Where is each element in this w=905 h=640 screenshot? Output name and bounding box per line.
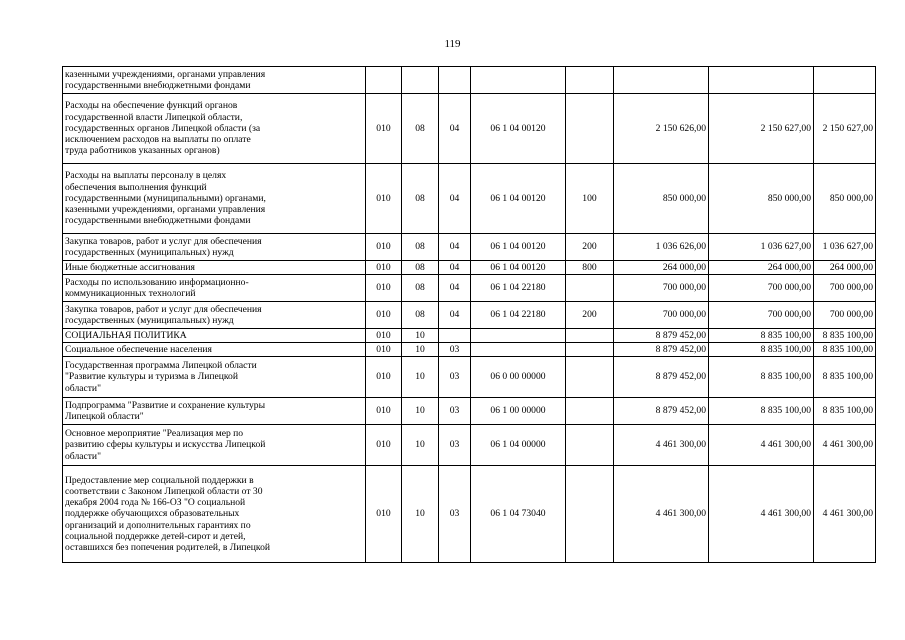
budget-table — [62, 66, 876, 563]
row-name-cell: Предоставление мер социальной поддержки в соответствии с Законом Липецкой области от 30 декабря 2004 года № 166-ОЗ "О социальной поддержке обучающихся образовательных организаций и дополнительных гарантиях по социальной поддержке детей-сирот и детей, оставшихся без попечения родителей, в Липецкой — [63, 466, 366, 563]
target-article-cell: 06 1 04 22180 — [471, 275, 566, 302]
department-code-cell: 010 — [366, 302, 402, 329]
amount-year-2-cell — [709, 67, 814, 94]
subsection-code-cell: 03 — [439, 343, 471, 357]
expense-type-cell — [566, 466, 614, 563]
row-name-cell: Иные бюджетные ассигнования — [63, 261, 366, 275]
table-row — [63, 466, 876, 563]
amount-year-3-cell: 850 000,00 — [814, 164, 876, 234]
amount-year-1-cell: 700 000,00 — [614, 302, 709, 329]
amount-year-2-cell: 1 036 627,00 — [709, 234, 814, 261]
amount-year-2-cell: 700 000,00 — [709, 275, 814, 302]
subsection-code-cell: 04 — [439, 94, 471, 164]
amount-year-1-cell: 8 879 452,00 — [614, 357, 709, 398]
target-article-cell: 06 1 04 00000 — [471, 425, 566, 466]
amount-year-3-cell: 4 461 300,00 — [814, 466, 876, 563]
expense-type-cell — [566, 275, 614, 302]
subsection-code-cell: 03 — [439, 425, 471, 466]
subsection-code-cell: 03 — [439, 466, 471, 563]
amount-year-3-cell: 8 835 100,00 — [814, 357, 876, 398]
section-code-cell: 08 — [402, 275, 439, 302]
section-code-cell — [402, 67, 439, 94]
department-code-cell: 010 — [366, 275, 402, 302]
subsection-code-cell: 04 — [439, 234, 471, 261]
table-row — [63, 94, 876, 164]
row-name-cell: СОЦИАЛЬНАЯ ПОЛИТИКА — [63, 329, 366, 343]
amount-year-2-cell: 850 000,00 — [709, 164, 814, 234]
target-article-cell: 06 0 00 00000 — [471, 357, 566, 398]
section-code-cell: 10 — [402, 398, 439, 425]
table-row — [63, 67, 876, 94]
amount-year-2-cell: 264 000,00 — [709, 261, 814, 275]
department-code-cell — [366, 67, 402, 94]
expense-type-cell — [566, 398, 614, 425]
row-name-cell: Закупка товаров, работ и услуг для обеспечения государственных (муниципальных) нужд — [63, 234, 366, 261]
expense-type-cell — [566, 329, 614, 343]
target-article-cell: 06 1 04 00120 — [471, 261, 566, 275]
amount-year-2-cell: 8 835 100,00 — [709, 398, 814, 425]
section-code-cell: 10 — [402, 425, 439, 466]
subsection-code-cell: 03 — [439, 357, 471, 398]
department-code-cell: 010 — [366, 234, 402, 261]
amount-year-1-cell: 264 000,00 — [614, 261, 709, 275]
section-code-cell: 10 — [402, 466, 439, 563]
amount-year-3-cell: 700 000,00 — [814, 275, 876, 302]
expense-type-cell: 200 — [566, 234, 614, 261]
target-article-cell: 06 1 04 00120 — [471, 164, 566, 234]
amount-year-3-cell: 1 036 627,00 — [814, 234, 876, 261]
expense-type-cell — [566, 343, 614, 357]
table-row — [63, 329, 876, 343]
amount-year-1-cell: 4 461 300,00 — [614, 425, 709, 466]
subsection-code-cell: 04 — [439, 275, 471, 302]
expense-type-cell: 200 — [566, 302, 614, 329]
section-code-cell: 08 — [402, 302, 439, 329]
amount-year-1-cell: 8 879 452,00 — [614, 398, 709, 425]
amount-year-1-cell: 2 150 626,00 — [614, 94, 709, 164]
table-row — [63, 398, 876, 425]
amount-year-2-cell: 4 461 300,00 — [709, 425, 814, 466]
row-name-cell: Государственная программа Липецкой области "Развитие культуры и туризма в Липецкой области" — [63, 357, 366, 398]
section-code-cell: 08 — [402, 261, 439, 275]
row-name-cell: Расходы на выплаты персоналу в целях обеспечения выполнения функций государственными (муниципальными) органами, казенными учреждениями, органами управления государственными внебюджетными фондами — [63, 164, 366, 234]
target-article-cell: 06 1 04 73040 — [471, 466, 566, 563]
table-row — [63, 343, 876, 357]
table-row — [63, 357, 876, 398]
expense-type-cell: 100 — [566, 164, 614, 234]
amount-year-1-cell: 4 461 300,00 — [614, 466, 709, 563]
department-code-cell: 010 — [366, 94, 402, 164]
target-article-cell: 06 1 00 00000 — [471, 398, 566, 425]
amount-year-3-cell: 4 461 300,00 — [814, 425, 876, 466]
department-code-cell: 010 — [366, 425, 402, 466]
amount-year-2-cell: 4 461 300,00 — [709, 466, 814, 563]
department-code-cell: 010 — [366, 261, 402, 275]
amount-year-3-cell: 700 000,00 — [814, 302, 876, 329]
amount-year-1-cell: 8 879 452,00 — [614, 329, 709, 343]
amount-year-1-cell: 700 000,00 — [614, 275, 709, 302]
subsection-code-cell: 03 — [439, 398, 471, 425]
section-code-cell: 08 — [402, 94, 439, 164]
target-article-cell: 06 1 04 00120 — [471, 94, 566, 164]
department-code-cell: 010 — [366, 164, 402, 234]
amount-year-3-cell: 8 835 100,00 — [814, 329, 876, 343]
row-name-cell: Расходы по использованию информационно- коммуникационных технологий — [63, 275, 366, 302]
amount-year-1-cell: 850 000,00 — [614, 164, 709, 234]
amount-year-3-cell: 8 835 100,00 — [814, 343, 876, 357]
subsection-code-cell: 04 — [439, 261, 471, 275]
expense-type-cell — [566, 357, 614, 398]
subsection-code-cell: 04 — [439, 302, 471, 329]
amount-year-2-cell: 2 150 627,00 — [709, 94, 814, 164]
section-code-cell: 08 — [402, 164, 439, 234]
section-code-cell: 10 — [402, 357, 439, 398]
amount-year-1-cell: 8 879 452,00 — [614, 343, 709, 357]
expense-type-cell — [566, 67, 614, 94]
table-row — [63, 261, 876, 275]
department-code-cell: 010 — [366, 398, 402, 425]
row-name-cell: Социальное обеспечение населения — [63, 343, 366, 357]
section-code-cell: 10 — [402, 343, 439, 357]
row-name-cell: Подпрограмма "Развитие и сохранение культуры Липецкой области" — [63, 398, 366, 425]
target-article-cell — [471, 67, 566, 94]
table-row — [63, 275, 876, 302]
subsection-code-cell — [439, 67, 471, 94]
amount-year-3-cell — [814, 67, 876, 94]
amount-year-2-cell: 8 835 100,00 — [709, 343, 814, 357]
subsection-code-cell — [439, 329, 471, 343]
subsection-code-cell: 04 — [439, 164, 471, 234]
row-name-cell: Расходы на обеспечение функций органов государственной власти Липецкой области, государственных органов Липецкой области (за исключением расходов на выплаты по оплате труда работников указанных органов) — [63, 94, 366, 164]
table-row — [63, 425, 876, 466]
amount-year-3-cell: 8 835 100,00 — [814, 398, 876, 425]
amount-year-2-cell: 700 000,00 — [709, 302, 814, 329]
table-row — [63, 234, 876, 261]
target-article-cell: 06 1 04 00120 — [471, 234, 566, 261]
department-code-cell: 010 — [366, 343, 402, 357]
department-code-cell: 010 — [366, 466, 402, 563]
amount-year-2-cell: 8 835 100,00 — [709, 329, 814, 343]
amount-year-2-cell: 8 835 100,00 — [709, 357, 814, 398]
amount-year-3-cell: 264 000,00 — [814, 261, 876, 275]
row-name-cell: Основное мероприятие "Реализация мер по развитию сферы культуры и искусства Липецкой области" — [63, 425, 366, 466]
amount-year-1-cell — [614, 67, 709, 94]
target-article-cell — [471, 329, 566, 343]
table-row — [63, 164, 876, 234]
target-article-cell: 06 1 04 22180 — [471, 302, 566, 329]
department-code-cell: 010 — [366, 329, 402, 343]
expense-type-cell — [566, 94, 614, 164]
row-name-cell: казенными учреждениями, органами управления государственными внебюджетными фондами — [63, 67, 366, 94]
amount-year-3-cell: 2 150 627,00 — [814, 94, 876, 164]
row-name-cell: Закупка товаров, работ и услуг для обеспечения государственных (муниципальных) нужд — [63, 302, 366, 329]
expense-type-cell — [566, 425, 614, 466]
section-code-cell: 08 — [402, 234, 439, 261]
page-number: 119 — [444, 38, 461, 50]
section-code-cell: 10 — [402, 329, 439, 343]
expense-type-cell: 800 — [566, 261, 614, 275]
department-code-cell: 010 — [366, 357, 402, 398]
target-article-cell — [471, 343, 566, 357]
table-row — [63, 302, 876, 329]
amount-year-1-cell: 1 036 626,00 — [614, 234, 709, 261]
